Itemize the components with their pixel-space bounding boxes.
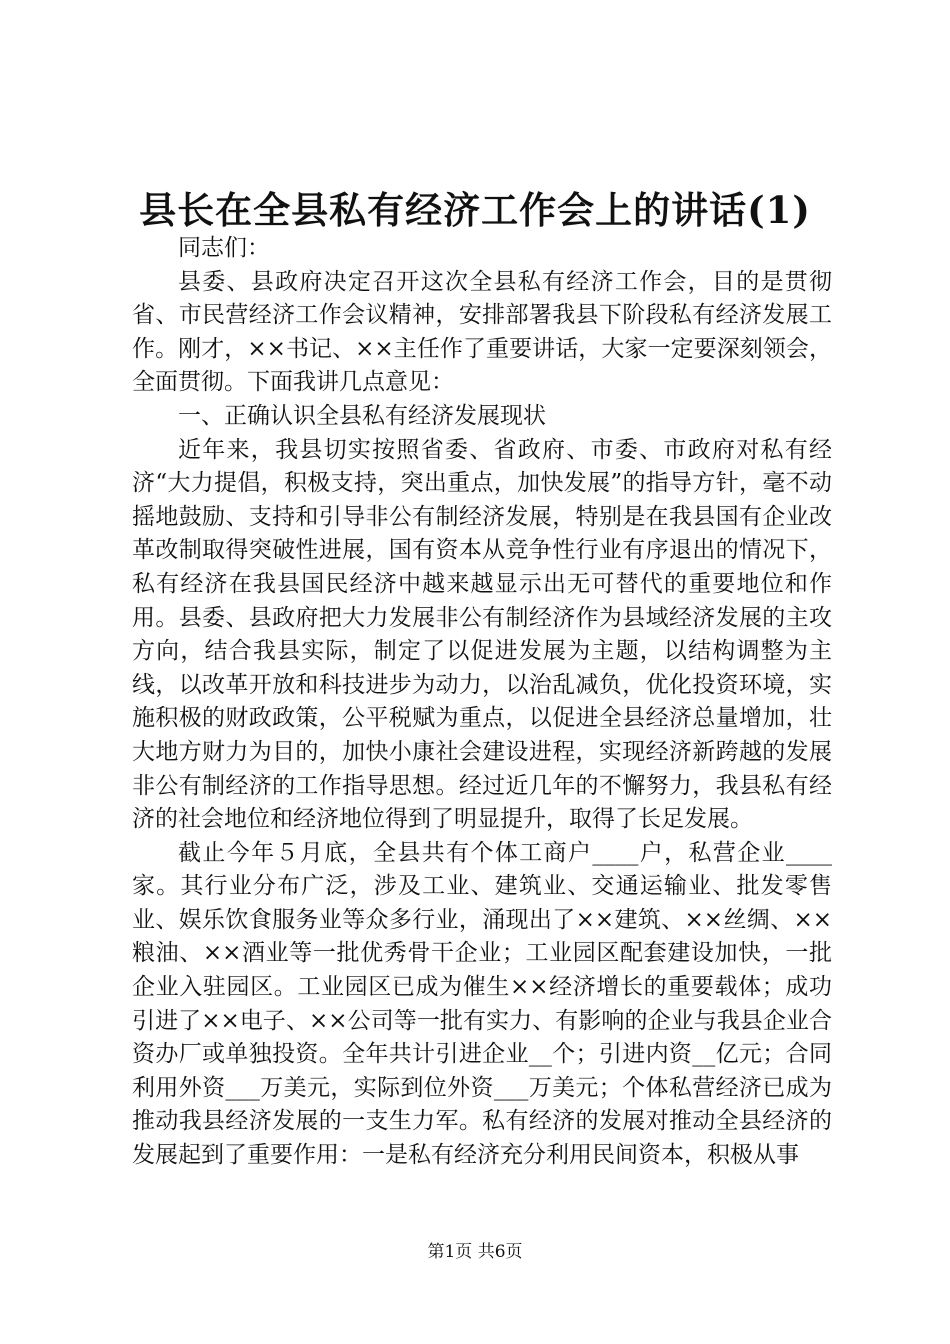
document-body xyxy=(132,232,832,1173)
page-footer: 第1页 共6页 xyxy=(427,1242,523,1262)
body-paragraph: 县委、县政府决定召开这次全县私有经济工作会，目的是贯彻省、市民营经济工作会议精神，安排部署我县下阶段私有经济发展工作。刚才，××书记、××主任作了重要讲话，大家一定要深刻领会，全面贯彻。下面我讲几点意见： xyxy=(132,268,832,396)
salutation: 同志们： xyxy=(178,235,270,261)
section-heading: 一、正确认识全县私有经济发展现状 xyxy=(178,402,546,429)
document-title: 县长在全县私有经济工作会上的讲话(1) xyxy=(139,188,811,232)
body-paragraph: 近年来，我县切实按照省委、省政府、市委、市政府对私有经济“大力提倡，积极支持，突出重点，加快发展”的指导方针，毫不动摇地鼓励、支持和引导非公有制经济发展，特别是在我县国有企业改革改制取得突破性进展，国有资本从竞争性行业有序退出的情况下，私有经济在我县国民经济中越来越显示出无可替代的重要地位和作用。县委、县政府把大力发展非公有制经济作为县域经济发展的主攻方向，结合我县实际，制定了以促进发展为主题，以结构调整为主线，以改革开放和科技进步为动力，以治乱减负，优化投资环境，实施积极的财政政策，公平税赋为重点，以促进全县经济总量增加，壮大地方财力为目的，加快小康社会建设进程，实现经济新跨越的发展非公有制经济的工作指导思想。经过近几年的不懈努力，我县私有经济的社会地位和经济地位得到了明显提升，取得了长足发展。 xyxy=(132,436,832,833)
body-paragraph: 截止今年５月底，全县共有个体工商户____户，私营企业____家。其行业分布广泛，涉及工业、建筑业、交通运输业、批发零售业、娱乐饮食服务业等众多行业，涌现出了××建筑、××丝绸、××粮油、××酒业等一批优秀骨干企业；工业园区配套建设加快，一批企业入驻园区。工业园区已成为催生××经济增长的重要载体；成功引进了××电子、××公司等一批有实力、有影响的企业与我县企业合资办厂或单独投资。全年共计引进企业__个；引进内资__亿元；合同利用外资___万美元，实际到位外资___万美元；个体私营经济已成为推动我县经济发展的一支生力军。私有经济的发展对推动全县经济的发展起到了重要作用：一是私有经济充分利用民间资本，积极从事 xyxy=(132,839,832,1169)
